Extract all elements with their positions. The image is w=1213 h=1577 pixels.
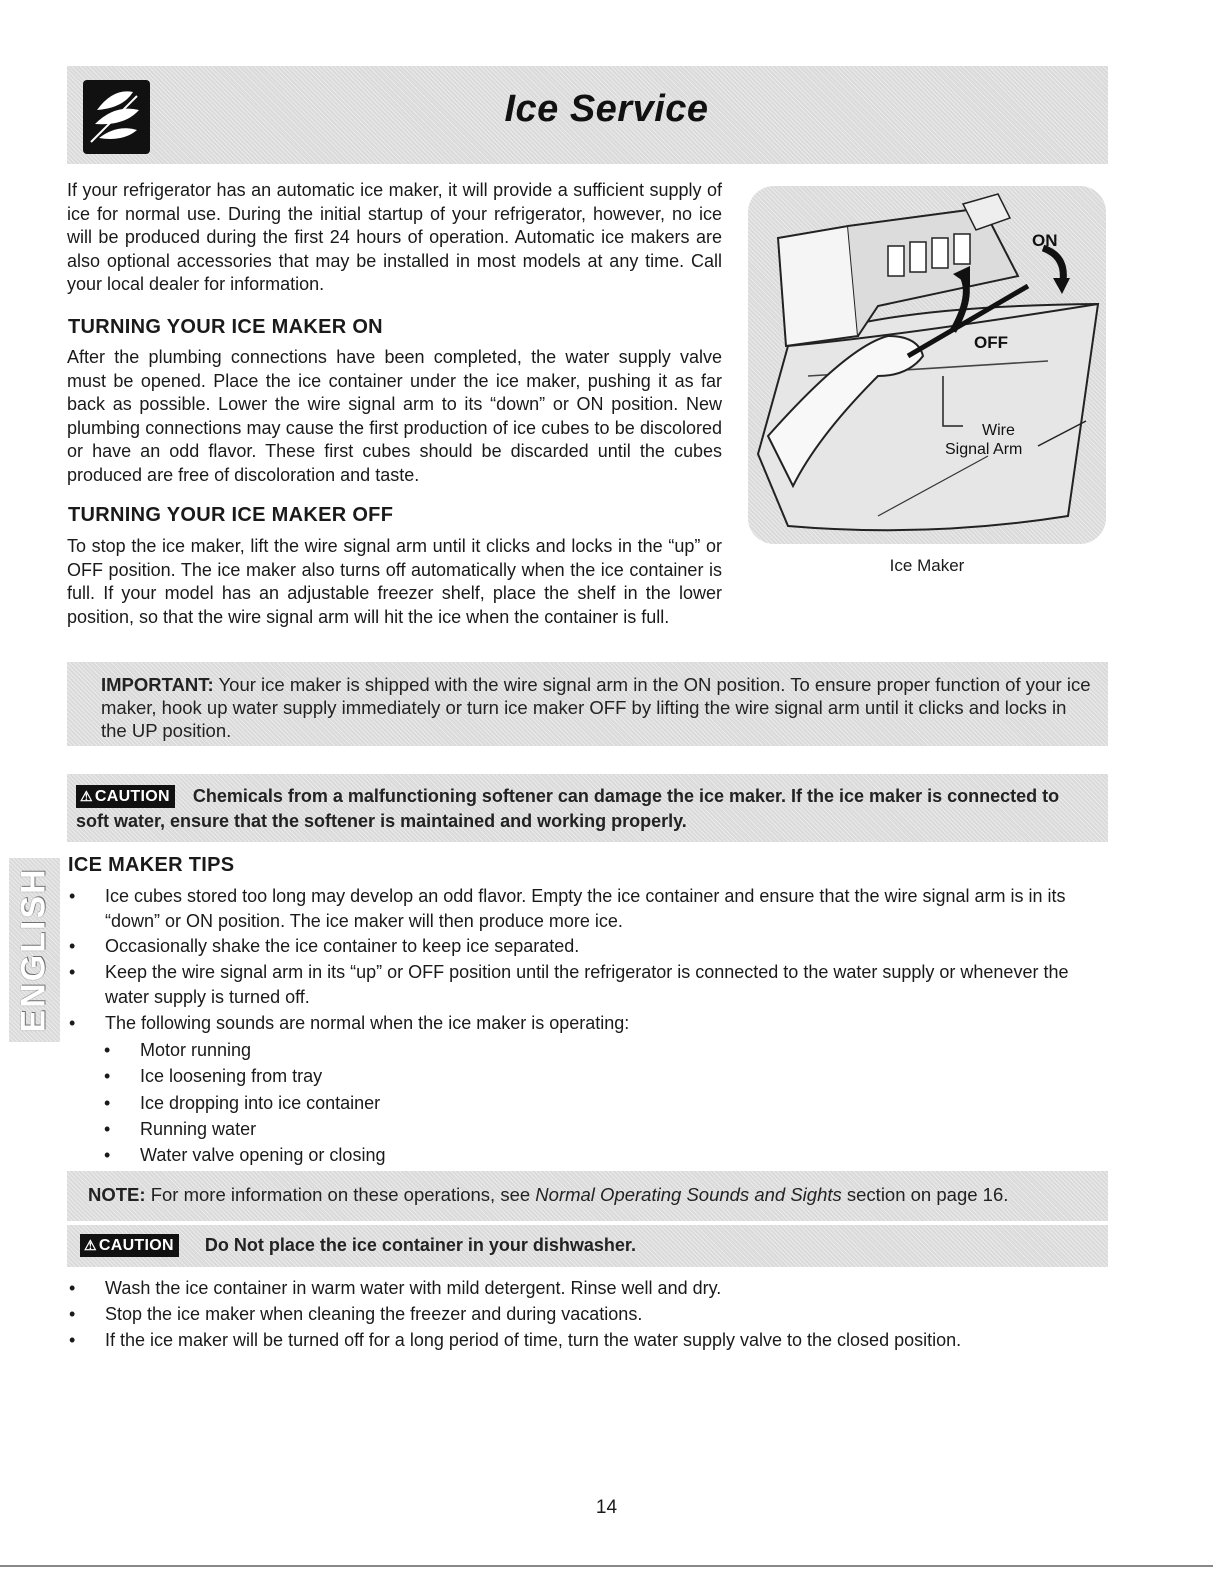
caution-dishwasher-text: Do Not place the ice container in your dishwasher.	[204, 1235, 636, 1255]
list-item: • Running water	[104, 1119, 257, 1139]
heading-turning-on: TURNING YOUR ICE MAKER ON	[68, 316, 383, 338]
caution-badge: ⚠ CAUTION	[76, 785, 175, 808]
turning-off-paragraph: To stop the ice maker, lift the wire signal arm until it clicks and locks in the “up” or OFF position. The ice maker also turns off automatically when the ice container is full. If your model has an adjustable freezer shelf, place the shelf in the lower position, so that the wire signal arm will hit the ice when the container is full.	[67, 536, 722, 627]
important-text: Your ice maker is shipped with the wire signal arm in the ON position. To ensure proper function of your ice maker, hook up water supply immediately or turn ice maker OFF by lifting the wire signal arm until it clicks and locks in the UP position.	[101, 674, 1091, 741]
divider	[0, 1565, 1213, 1567]
figure-label-off: OFF	[974, 333, 1008, 352]
page-number: 14	[595, 1497, 618, 1518]
list-item: • Stop the ice maker when cleaning the freezer and during vacations.	[69, 1304, 643, 1324]
list-item: • Keep the wire signal arm in its “up” or OFF position until the refrigerator is connected to the water supply or whenever the water supply is turned off.	[69, 962, 1069, 1007]
list-item: • The following sounds are normal when the ice maker is operating:	[69, 1013, 630, 1033]
list-item: • Ice dropping into ice container	[104, 1093, 381, 1113]
ice-maker-figure	[748, 186, 1106, 544]
warning-icon: ⚠	[84, 1237, 97, 1253]
intro-paragraph: If your refrigerator has an automatic ice maker, it will provide a sufficient supply of ice for normal use. During the initial startup of your refrigerator, however, no ice will be produced during the first 24 hours of operation. Automatic ice makers are also optional accessories that may be installed in most models at any time. Call your local dealer for information.	[67, 180, 722, 295]
list-item: • Motor running	[104, 1040, 252, 1060]
important-label: IMPORTANT:	[101, 674, 214, 695]
caution-softener	[76, 784, 1096, 834]
list-item: • Wash the ice container in warm water with mild detergent. Rinse well and dry.	[69, 1278, 722, 1298]
list-item: • If the ice maker will be turned off for a long period of time, turn the water supply valve to the closed position.	[69, 1330, 962, 1350]
language-tab-label: ENGLISH	[14, 867, 53, 1033]
heading-ice-maker-tips: ICE MAKER TIPS	[68, 854, 235, 876]
note: NOTE: For more information on these operations, see Normal Operating Sounds and Sights section on page 16.	[88, 1184, 1009, 1205]
caution-dishwasher	[80, 1234, 636, 1257]
figure-caption: Ice Maker	[889, 556, 965, 575]
turning-on-paragraph: After the plumbing connections have been completed, the water supply valve must be opened. Place the ice container under the ice maker, pushing it as far back as possible. Lower the wire signal arm to its “down” or ON position. New plumbing connections may cause the first production of ice cubes to be discolored or have an odd flavor. These first cubes should be discarded until the cubes produced are free of discoloration and taste.	[67, 347, 722, 485]
page-title: Ice Service	[504, 88, 709, 130]
caution-softener-text: Chemicals from a malfunctioning softener can damage the ice maker. If the ice maker is connected to soft water, ensure that the softener is maintained and working properly.	[76, 786, 1060, 831]
heading-turning-off: TURNING YOUR ICE MAKER OFF	[68, 504, 394, 526]
list-item: • Occasionally shake the ice container to keep ice separated.	[69, 936, 580, 956]
list-item: • Ice loosening from tray	[104, 1066, 323, 1086]
warning-icon: ⚠	[80, 788, 93, 804]
note-reference: Normal Operating Sounds and Sights	[535, 1184, 842, 1205]
figure-label-on: ON	[1032, 231, 1058, 250]
note-label: NOTE:	[88, 1184, 146, 1205]
figure-label-wire: Wire	[982, 422, 1015, 439]
list-item: • Ice cubes stored too long may develop an odd flavor. Empty the ice container and ensure that the wire signal arm is in its “down” or ON position. The ice maker will then produce more ice.	[69, 886, 1066, 931]
list-item: • Water valve opening or closing	[104, 1145, 386, 1165]
important-note	[101, 673, 1091, 742]
caution-badge: ⚠ CAUTION	[80, 1234, 179, 1257]
figure-label-signal-arm: Signal Arm	[945, 441, 1023, 458]
